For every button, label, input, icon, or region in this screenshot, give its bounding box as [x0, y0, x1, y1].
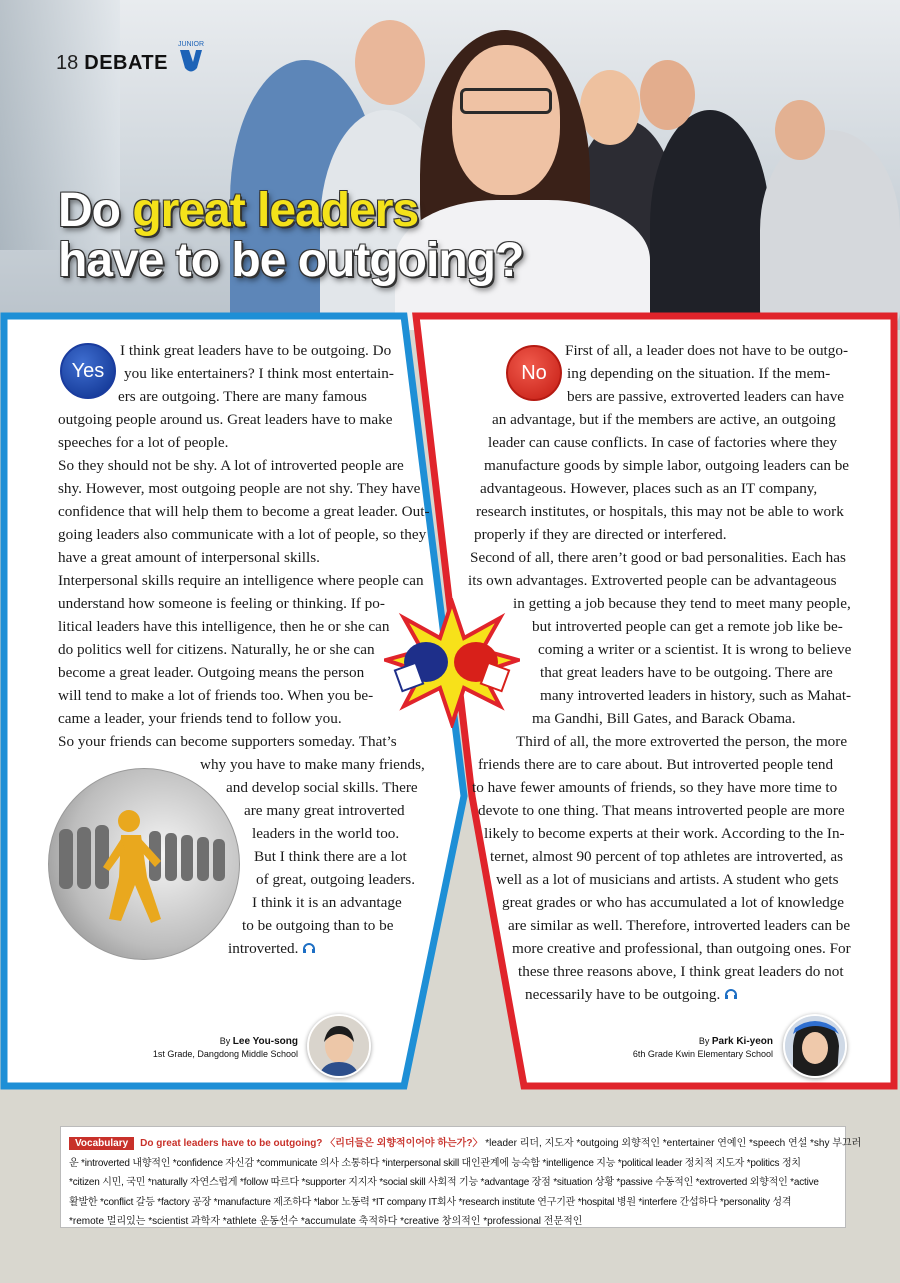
no-avatar [783, 1014, 847, 1078]
junior-logo-text: JUNIOR [178, 41, 205, 48]
text-line: leader can cause conflicts. In case of factories where they [488, 434, 838, 451]
text-line: I think it is an advantage [252, 894, 402, 911]
text-line [525, 983, 851, 1006]
title-highlight: great leaders [132, 184, 419, 237]
woman-face [452, 45, 560, 195]
text-line: an advantage, but if the members are active, an outgoing [492, 411, 836, 428]
text-line: you like entertainers? I think most entertain- [124, 365, 394, 382]
no-byline [620, 1035, 773, 1060]
text-line: are similar as well. Therefore, introverted leaders can be [508, 917, 851, 934]
text-line: are many great introverted [244, 802, 405, 819]
text-line: litical leaders have this intelligence, then he or she can [58, 618, 390, 635]
yes-author-prefix: By [219, 1036, 233, 1046]
vocabulary-box [60, 1126, 862, 1228]
text-line: came a leader, your friends tend to follow you. [58, 710, 342, 727]
page-number: 18 [56, 51, 79, 74]
no-badge: No [506, 345, 562, 401]
text-line: But I think there are a lot [254, 848, 407, 865]
text-line: ma Gandhi, Bill Gates, and Barack Obama. [532, 710, 796, 727]
yes-byline [150, 1035, 298, 1060]
vocabulary-tag: Vocabulary [69, 1137, 134, 1150]
text-line: So they should not be shy. A lot of introverted people are [58, 457, 404, 474]
text-line: ing depending on the situation. If the mem- [567, 365, 831, 382]
no-author: Park Ki-yeon [711, 1036, 773, 1047]
text-line: have a great amount of interpersonal skills. [58, 549, 320, 566]
vocabulary-line: *citizen 시민, 국민 *naturally 자연스럽게 *follow 따르다 *supporter 지지자 *social skill 사회적 기능 *advantage 장점 *situation 상황 *passive 수동적인 *extroverted 외향적인 *active [69, 1177, 819, 1188]
text-line: First of all, a leader does not have to be outgo- [565, 342, 849, 359]
text-line: coming a writer or a scientist. It is wrong to believe [538, 641, 852, 658]
text-line: ternet, almost 90 percent of top athletes are introverted, as [490, 848, 843, 865]
yes-author: Lee You-song [232, 1036, 298, 1047]
text-line: research institutes, or hospitals, this may not be able to work [476, 503, 844, 520]
vocabulary-lines [69, 1134, 862, 1232]
text-line: Interpersonal skills require an intelligence where people can [58, 572, 424, 589]
text-line: ers are outgoing. There are many famous [118, 388, 367, 405]
crowd-face [640, 60, 695, 130]
text-line: confidence that will help them to become a great leader. Out- [58, 503, 430, 520]
text-line: friends there are to care about. But introverted people tend [478, 756, 834, 773]
yes-avatar [307, 1014, 371, 1078]
junior-logo-icon [174, 38, 208, 76]
text-line: why you have to make many friends, [200, 756, 425, 773]
crowd-face [355, 20, 425, 105]
vocabulary-question: Do great leaders have to be outgoing? 〈리더들은 외향적이어야 하는가?〉 [140, 1138, 483, 1149]
vocabulary-terms: *leader 리더, 지도자 *outgoing 외향적인 *entertainer 연예인 *speech 연설 *shy 부끄러 [485, 1138, 862, 1149]
text-line: Second of all, there aren’t good or bad personalities. Each has [470, 549, 846, 566]
text-line: to be outgoing than to be [242, 917, 394, 934]
crowd-person [760, 130, 900, 330]
text-line: manufacture goods by simple labor, outgoing leaders can be [484, 457, 850, 474]
text-line: So your friends can become supporters someday. That’s [58, 733, 397, 750]
headphones-icon[interactable] [724, 988, 738, 1000]
text-line: but introverted people can get a remote job like be- [532, 618, 843, 635]
text-line: bers are passive, extroverted leaders can have [567, 388, 845, 405]
vocabulary-line: *remote 멀리있는 *scientist 과학자 *athlete 운동선수 *accumulate 축적하다 *creative 창의적인 *professional 전문적인 [69, 1216, 583, 1227]
text-line: its own advantages. Extroverted people can be advantageous [468, 572, 837, 589]
no-school: 6th Grade Kwin Elementary School [632, 1049, 773, 1059]
no-author-prefix: By [698, 1036, 712, 1046]
text-line: going leaders also communicate with a lot of people, so they [58, 526, 427, 543]
text-line: and develop social skills. There [226, 779, 418, 796]
text-line: speeches for a lot of people. [58, 434, 229, 451]
no-closing: necessarily have to be outgoing. [525, 986, 721, 1003]
text-line: likely to become experts at their work. According to the In- [484, 825, 845, 842]
text-line: leaders in the world too. [252, 825, 400, 842]
text-line: devote to one thing. That means introverted people are more [478, 802, 845, 819]
no-argument [0, 339, 851, 1006]
title-part1: Do [58, 184, 133, 237]
text-line: advantageous. However, places such as an IT company, [480, 480, 818, 497]
text-line: many introverted leaders in history, such as Mahat- [540, 687, 852, 704]
vocabulary-line [69, 1134, 862, 1154]
vocabulary-line: 활발한 *conflict 갈등 *factory 공장 *manufacture 제조하다 *labor 노동력 *IT company IT회사 *research institute 연구기관 *hospital 병원 *interfere 간섭하다 *personality 성격 [69, 1196, 792, 1208]
text-line: to have fewer amounts of friends, so they have more time to [472, 779, 838, 796]
text-line: these three reasons above, I think great leaders do not [518, 963, 844, 980]
crowd-face [580, 70, 640, 145]
crowd-face [775, 100, 825, 160]
text-line: do politics well for citizens. Naturally, he or she can [58, 641, 375, 658]
text-line: great grades or who has accumulated a lot of knowledge [502, 894, 845, 911]
text-line: properly if they are directed or interfered. [474, 526, 727, 543]
page-title [58, 186, 523, 286]
crowd-person [650, 110, 770, 330]
text-line: understand how someone is feeling or thinking. If po- [58, 595, 385, 612]
yes-school: 1st Grade, Dangdong Middle School [152, 1049, 298, 1059]
section-label: DEBATE [84, 51, 168, 74]
text-line: outgoing people around us. Great leaders have to make [58, 411, 393, 428]
text-line: in getting a job because they tend to meet many people, [513, 595, 851, 612]
yes-badge: Yes [60, 343, 116, 399]
text-line: become a great leader. Outgoing means the person [58, 664, 365, 681]
glasses [460, 88, 552, 114]
text-line: shy. However, most outgoing people are not shy. They have [58, 480, 421, 497]
page-header [56, 41, 208, 82]
yes-closing: introverted. [228, 940, 299, 957]
vocabulary-line: 운 *introverted 내향적인 *confidence 자신감 *communicate 의사 소통하다 *interpersonal skill 대인관계에 능숙함 *intelligence 지능 *political leader 정치적 지도자 *politics 정치 [69, 1157, 801, 1169]
text-line: more creative and professional, than outgoing ones. For [512, 940, 851, 957]
text-line: well as a lot of musicians and artists. A student who gets [496, 871, 839, 888]
text-line: will tend to make a lot of friends too. When you be- [58, 687, 374, 704]
text-line: Third of all, the more extroverted the person, the more [516, 733, 848, 750]
text-line: I think great leaders have to be outgoing. Do [120, 342, 392, 359]
title-line2: have to be outgoing? [58, 234, 524, 287]
text-line: that great leaders have to be outgoing. There are [540, 664, 833, 681]
text-line: of great, outgoing leaders. [256, 871, 415, 888]
